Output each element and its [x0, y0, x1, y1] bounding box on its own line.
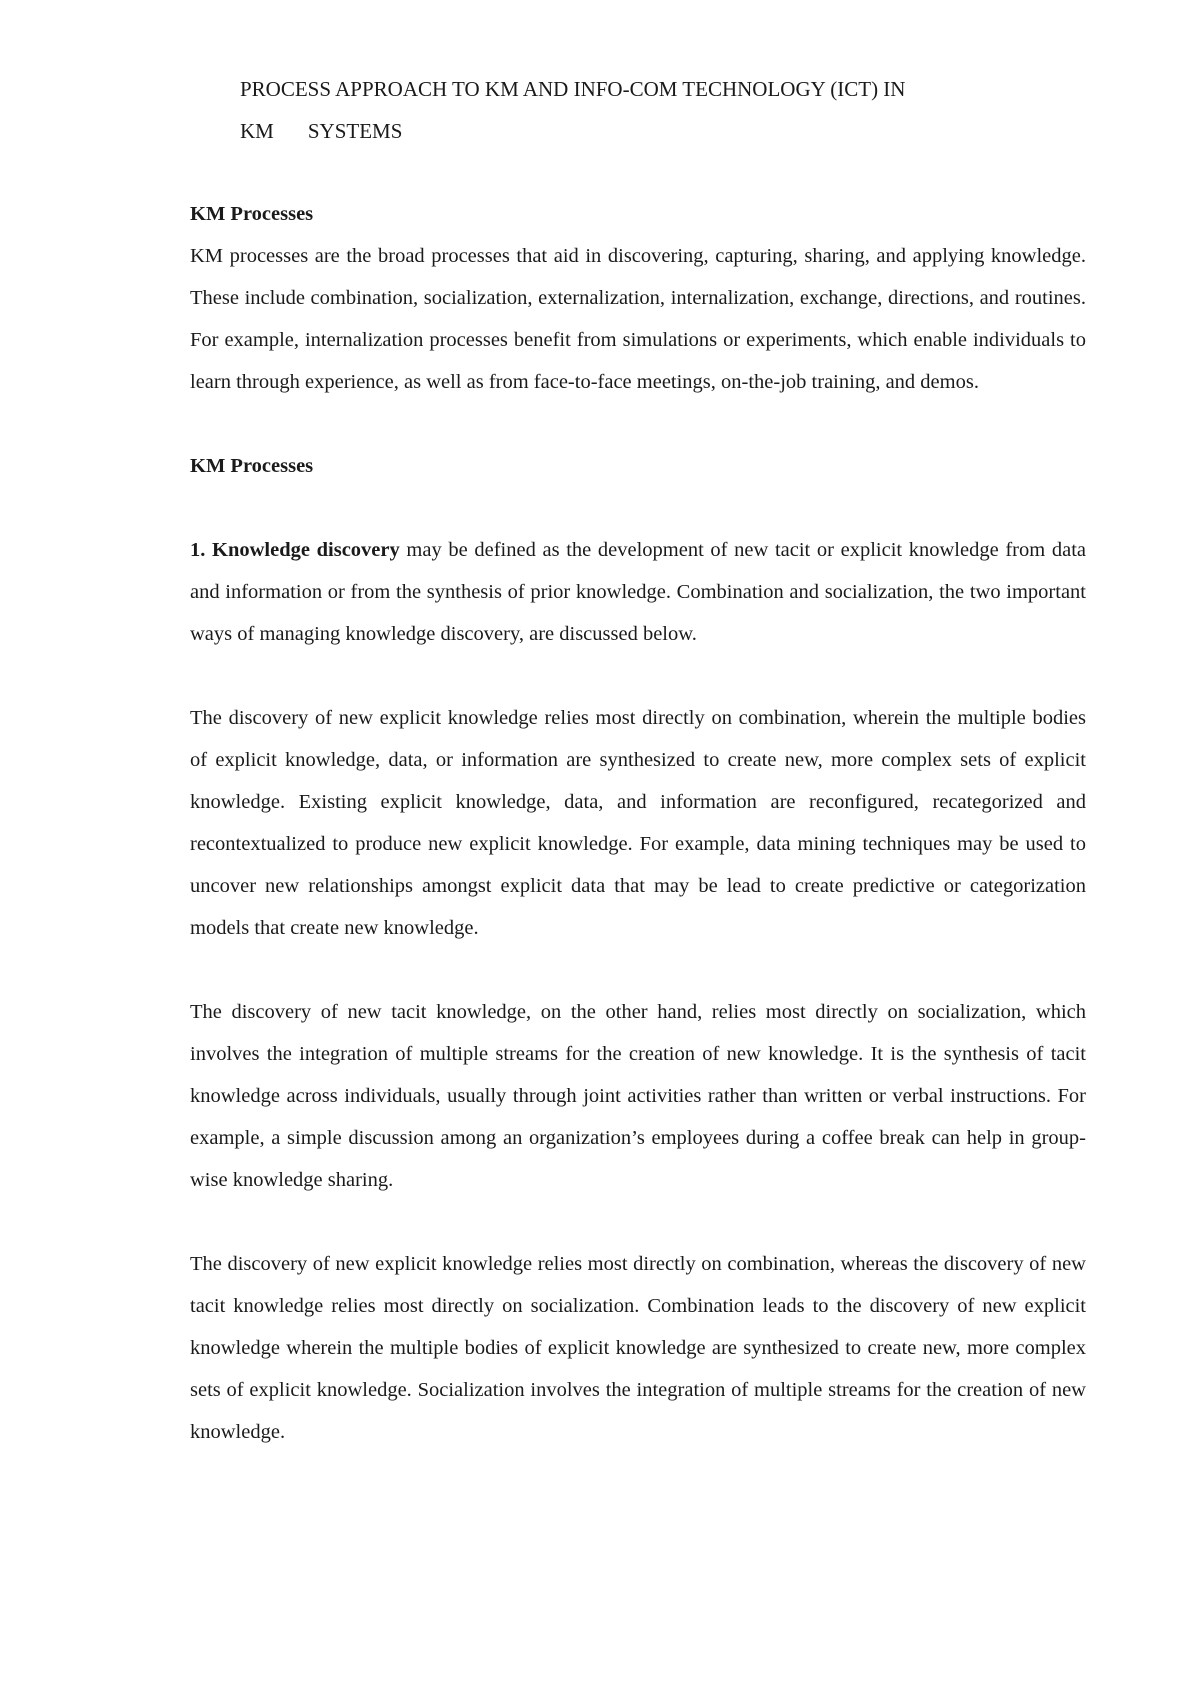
document-title: [240, 68, 1100, 152]
title-line-2-part-2: SYSTEMS: [307, 119, 403, 143]
paragraph-tacit-socialization: The discovery of new tacit knowledge, on the other hand, relies most directly on socialization, which involves the integration of multiple streams for the creation of new knowledge. It is the synthesis of tacit knowledge across individuals, usually through joint activities rather than written or verbal instructions. For example, a simple discussion among an organization’s employees during a coffee break can help in group-wise knowledge sharing.: [190, 1001, 1086, 1191]
knowledge-discovery-lead: 1. Knowledge discovery: [190, 539, 400, 561]
title-line-2-part-1: KM: [240, 119, 274, 143]
paragraph-knowledge-discovery: [190, 529, 1086, 655]
title-line-2: [240, 110, 1100, 152]
paragraph-km-processes-intro: KM processes are the broad processes that aid in discovering, capturing, sharing, and applying knowledge. These include combination, socialization, externalization, internalization, exchange, directions, and routines. For example, internalization processes benefit from simulations or experiments, which enable individuals to learn through experience, as well as from face-to-face meetings, on-the-job training, and demos.: [190, 245, 1086, 393]
knowledge-discovery-body: may be defined as the development of new tacit or explicit knowledge from data and information or from the synthesis of prior knowledge. Combination and socialization, the two important ways of managing knowledge discovery, are discussed below.: [190, 539, 1086, 645]
paragraph-summary: The discovery of new explicit knowledge relies most directly on combination, whereas the discovery of new tacit knowledge relies most directly on socialization. Combination leads to the discovery of new explicit knowledge wherein the multiple bodies of explicit knowledge are synthesized to create new, more complex sets of explicit knowledge. Socialization involves the integration of multiple streams for the creation of new knowledge.: [190, 1253, 1086, 1443]
paragraph-explicit-combination: The discovery of new explicit knowledge relies most directly on combination, wherein the multiple bodies of explicit knowledge, data, or information are synthesized to create new, more complex sets of explicit knowledge. Existing explicit knowledge, data, and information are reconfigured, recategorized and recontextualized to produce new explicit knowledge. For example, data mining techniques may be used to uncover new relationships amongst explicit data that may be lead to create predictive or categorization models that create new knowledge.: [190, 707, 1086, 939]
section-heading-km-processes-2: KM Processes: [190, 455, 314, 477]
section-heading-km-processes-1: KM Processes: [190, 203, 314, 225]
document-body: [190, 193, 1086, 1453]
title-line-1: PROCESS APPROACH TO KM AND INFO-COM TECHNOLOGY (ICT) IN: [240, 77, 906, 101]
